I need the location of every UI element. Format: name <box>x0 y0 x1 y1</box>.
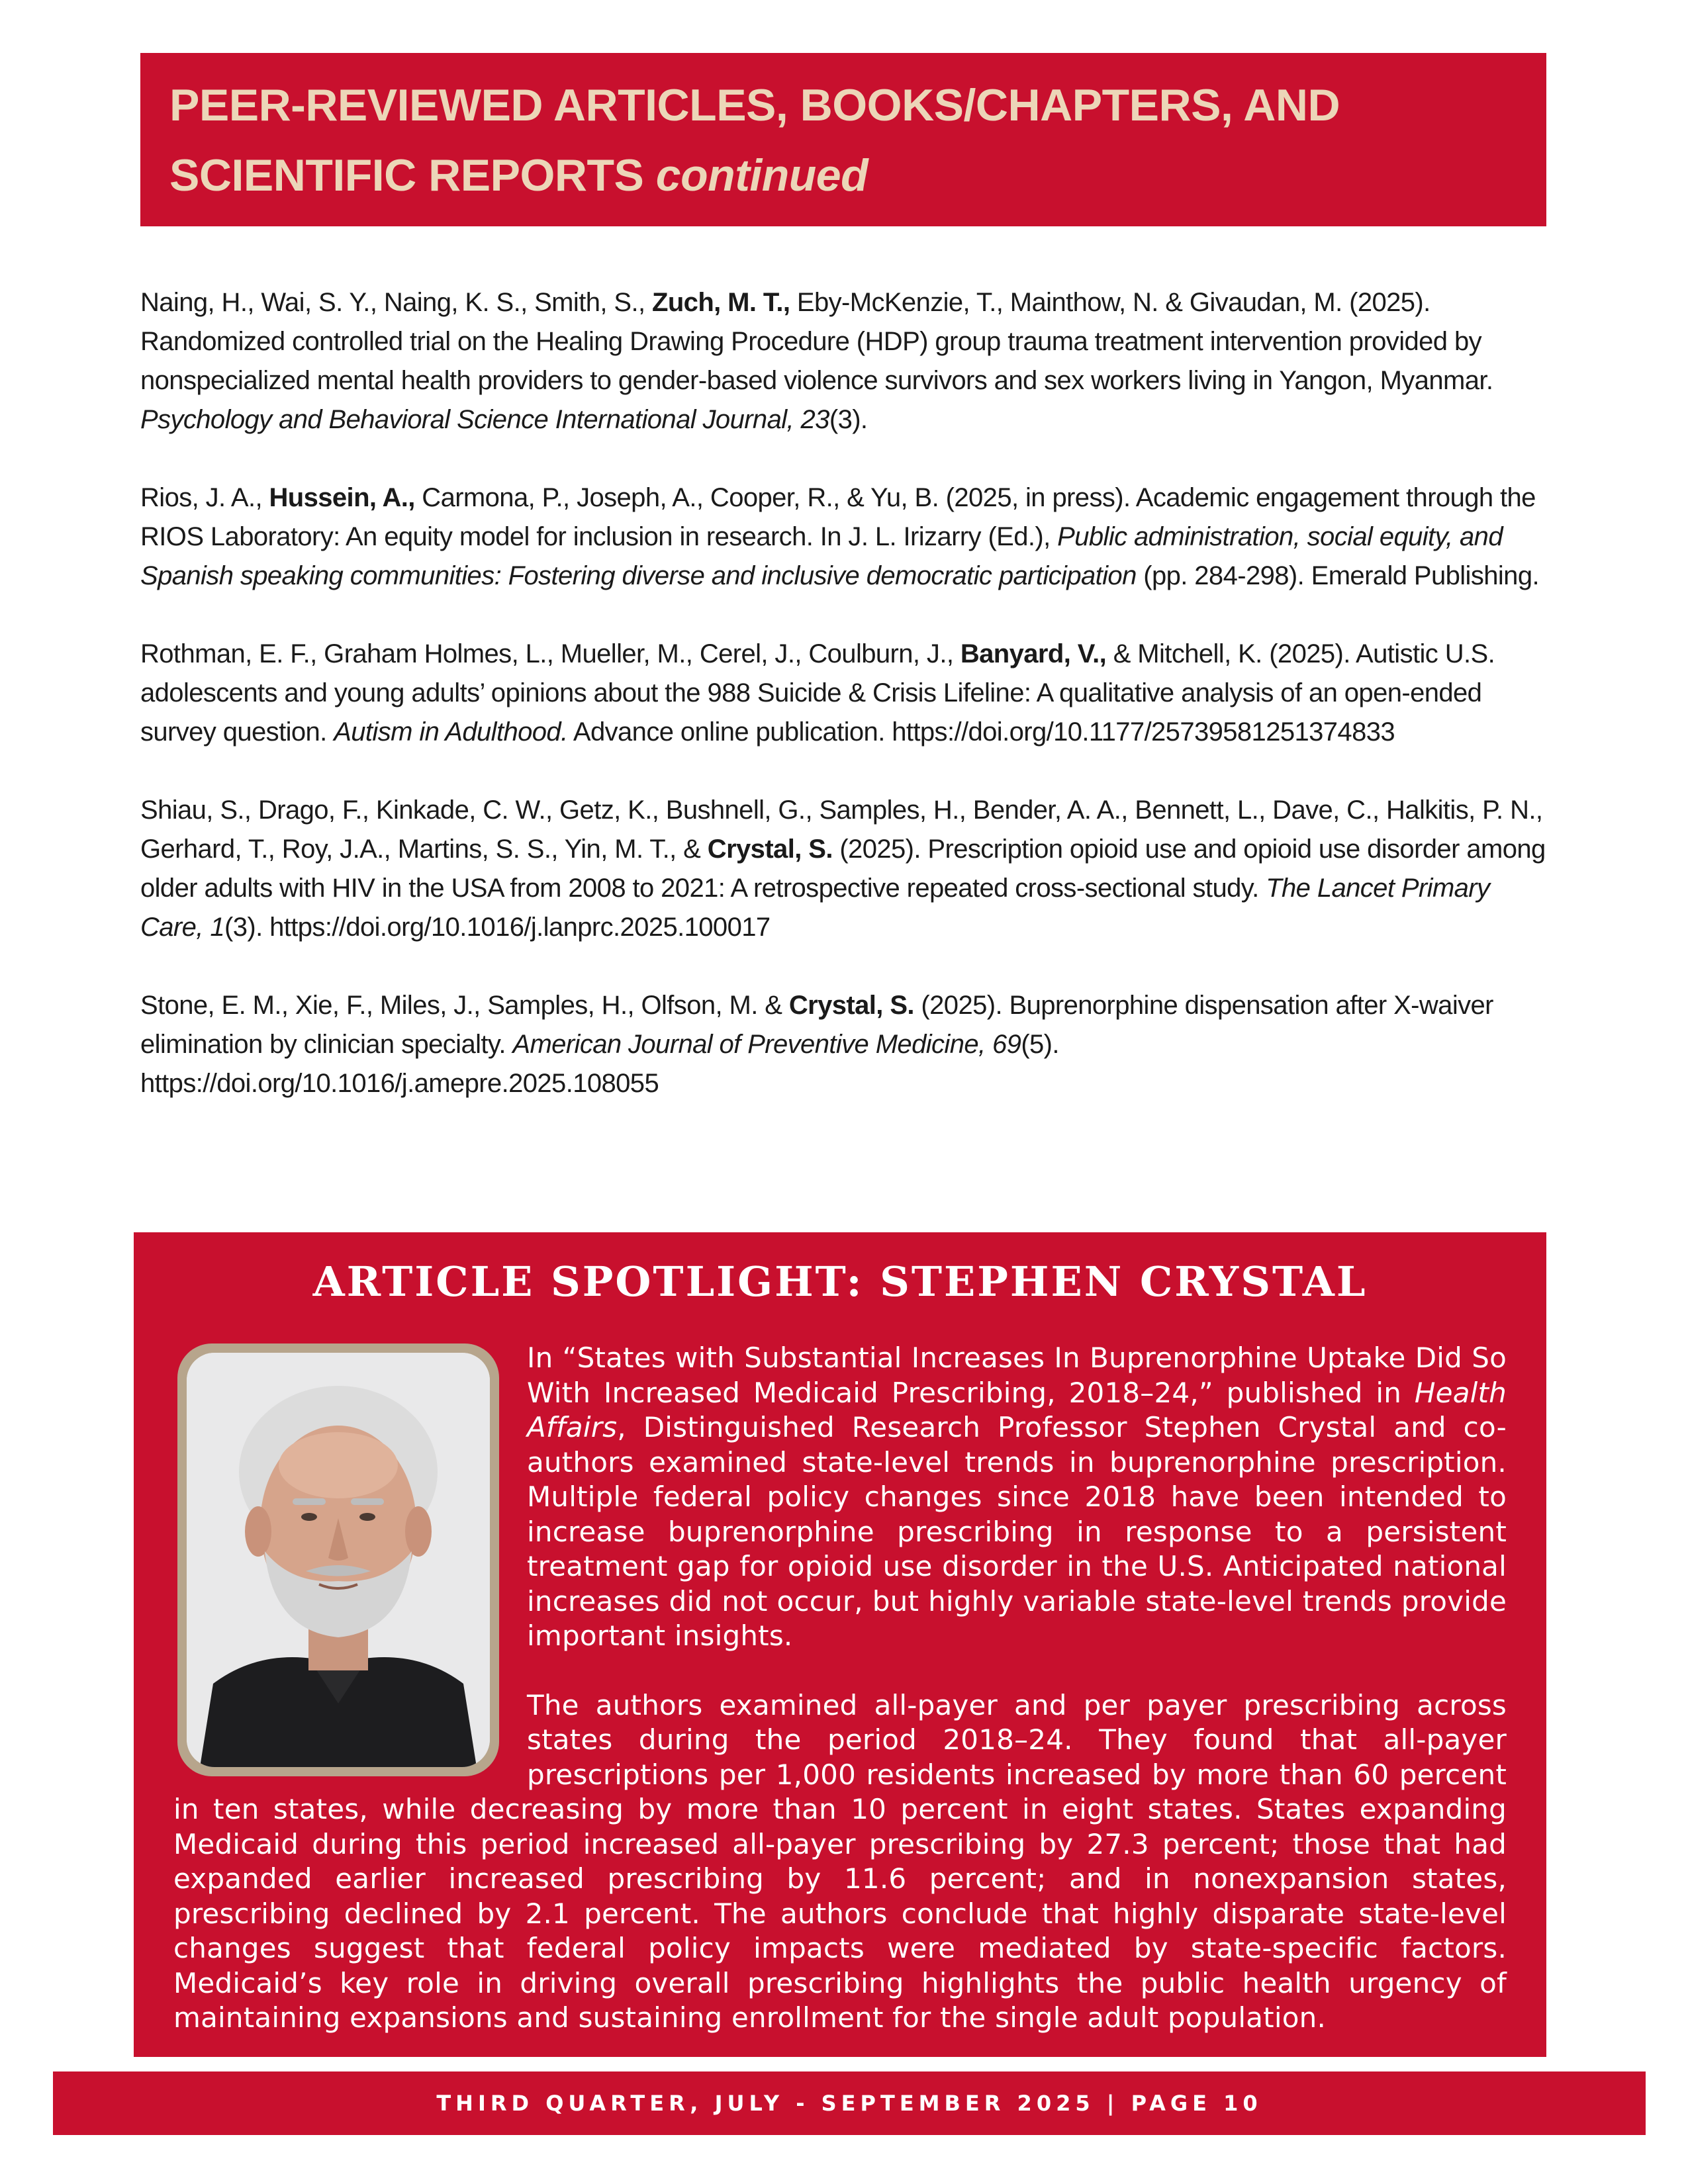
reference-item <box>140 478 1550 596</box>
reference-tail: (3). https://doi.org/10.1016/j.lanprc.2025.100017 <box>224 913 771 942</box>
reference-tail: Advance online publication. https://doi.org/10.1177/25739581251374833 <box>567 717 1395 747</box>
reference-authors: Naing, H., Wai, S. Y., Naing, K. S., Smith, S., <box>140 288 652 317</box>
reference-highlighted-author: Hussein, A., <box>269 483 415 512</box>
page-title <box>169 70 1517 210</box>
reference-item <box>140 791 1550 947</box>
reference-authors: Rothman, E. F., Graham Holmes, L., Mueller, M., Cerel, J., Coulburn, J., <box>140 639 961 668</box>
reference-authors: Shiau, S., Drago, F., Kinkade, C. W., Getz, K., Bushnell, G., Samples, H., Bender, A. A., Bennett, L., Dave, C., Halkitis, P. N., Gerhard, T., Roy, J.A., Martins, S. S., Yin, M. T., & <box>140 796 1543 864</box>
reference-text: & Mitchell, K. (2025). Autistic U.S. adolescents and young adults’ opinions about the 988 Suicide & Crisis Lifeline: A qualitative analysis of an open-ended survey question. <box>140 639 1495 747</box>
reference-journal: Psychology and Behavioral Science International Journal, 23 <box>140 405 829 434</box>
title-continued: continued <box>655 150 868 201</box>
reference-authors: Stone, E. M., Xie, F., Miles, J., Samples, H., Olfson, M. & <box>140 991 789 1020</box>
reference-tail: (pp. 284-298). Emerald Publishing. <box>1136 561 1539 590</box>
reference-highlighted-author: Crystal, S. <box>707 835 833 864</box>
reference-tail: (3). <box>829 405 868 434</box>
reference-journal: The Lancet Primary Care, 1 <box>140 874 1490 942</box>
reference-item <box>140 986 1550 1103</box>
page-footer: THIRD QUARTER, JULY - SEPTEMBER 2025 | PAGE 10 <box>53 2071 1646 2135</box>
spotlight-journal: Health Affairs <box>527 1376 1507 1443</box>
reference-list <box>140 283 1550 1142</box>
reference-highlighted-author: Crystal, S. <box>788 991 914 1020</box>
reference-text: Carmona, P., Joseph, A., Cooper, R., & Yu, B. (2025, in press). Academic engagement through the RIOS Laboratory: An equity model for inclusion in research. In J. L. Irizarry (Ed.), <box>140 483 1536 551</box>
reference-journal: American Journal of Preventive Medicine, 69 <box>512 1030 1021 1059</box>
spotlight-body <box>173 1341 1507 2036</box>
reference-authors: Rios, J. A., <box>140 483 269 512</box>
reference-tail: (5). https://doi.org/10.1016/j.amepre.2025.108055 <box>140 1030 1059 1098</box>
portrait-spacer <box>173 1341 527 1783</box>
reference-journal: Autism in Adulthood. <box>334 717 568 747</box>
title-line1: PEER-REVIEWED ARTICLES, BOOKS/CHAPTERS, AND <box>169 80 1340 130</box>
reference-highlighted-author: Banyard, V., <box>960 639 1107 668</box>
reference-item <box>140 635 1550 752</box>
title-line2: SCIENTIFIC REPORTS <box>169 150 644 201</box>
reference-item <box>140 283 1550 439</box>
reference-text: (2025). Prescription opioid use and opioid use disorder among older adults with HIV in the USA from 2008 to 2021: A retrospective repeated cross-sectional study. <box>140 835 1546 903</box>
reference-text: (2025). Buprenorphine dispensation after X-waiver elimination by clinician specialty. <box>140 991 1493 1059</box>
spotlight-text: , Distinguished Research Professor Stephen Crystal and co-authors examined state-level trends in buprenorphine prescription. Multiple federal policy changes since 2018 have been intended to increase buprenorphine prescribing in response to a persistent treatment gap for opioid use disorder in the U.S. Anticipated national increases did not occur, but highly variable state-level trends provide important insights. <box>527 1411 1507 1652</box>
reference-highlighted-author: Zuch, M. T., <box>652 288 790 317</box>
article-spotlight <box>134 1232 1546 2057</box>
spotlight-text: In “States with Substantial Increases In Buprenorphine Uptake Did So With Increased Medicaid Prescribing, 2018–24,” published in <box>527 1342 1507 1409</box>
spotlight-paragraph-2: The authors examined all-payer and per payer prescribing across states during the period 2018–24. They found that all-payer prescriptions per 1,000 residents increased by more than 60 percent in ten states, while decreasing by more than 10 percent in eight states. States expanding Medicaid during this period increased all-payer prescribing by 27.3 percent; those that had expanded earlier increased prescribing by 11.6 percent; and in nonexpansion states, prescribing declined by 2.1 percent. The authors conclude that highly disparate state-level changes suggest that federal policy impacts were mediated by state-specific factors. Medicaid’s key role in driving overall prescribing highlights the public health urgency of maintaining expansions and sustaining enrollment for the single adult population. <box>173 1688 1507 2034</box>
reference-journal: Public administration, social equity, and Spanish speaking communities: Fostering diverse and inclusive democratic participation <box>140 522 1503 590</box>
header-banner <box>140 53 1546 226</box>
reference-text: Eby-McKenzie, T., Mainthow, N. & Givaudan, M. (2025). Randomized controlled trial on the Healing Drawing Procedure (HDP) group trauma treatment intervention provided by nonspecialized mental health providers to gender-based violence survivors and sex workers living in Yangon, Myanmar. <box>140 288 1493 395</box>
spotlight-title: ARTICLE SPOTLIGHT: STEPHEN CRYSTAL <box>312 1257 1368 1306</box>
